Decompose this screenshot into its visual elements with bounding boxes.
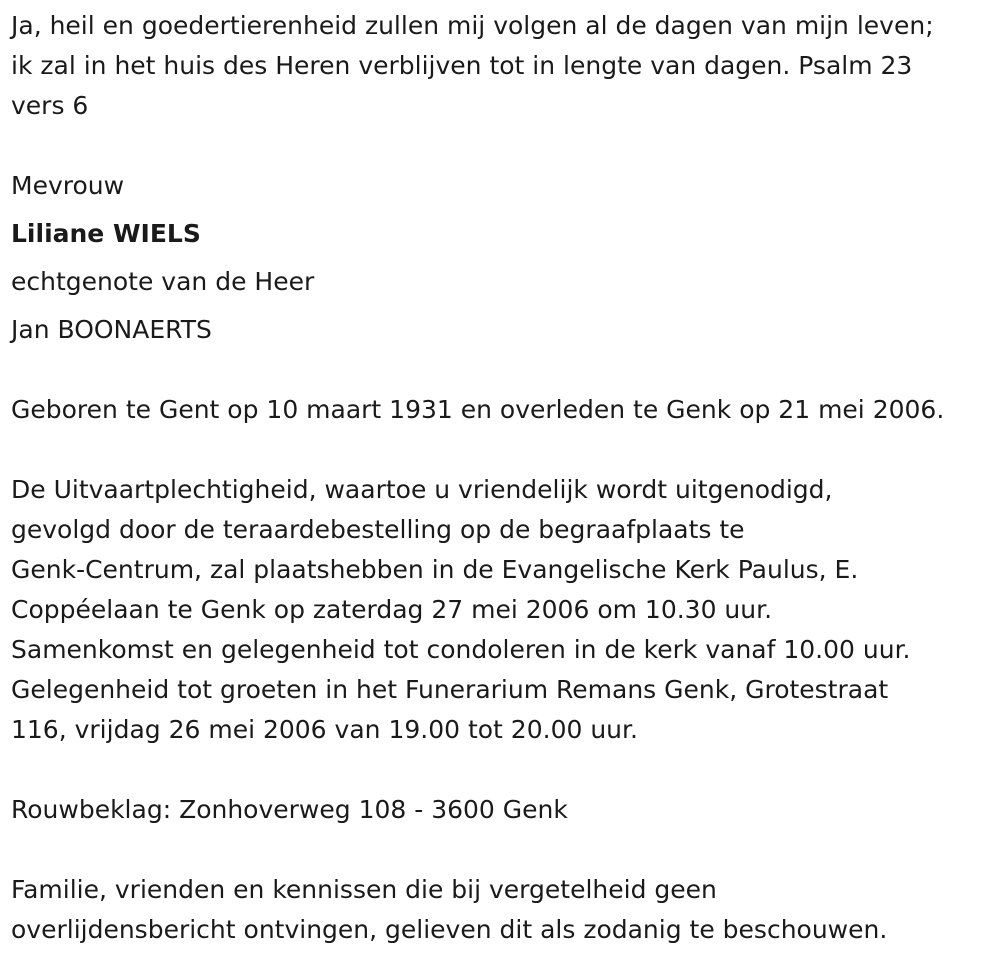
- verse-line-3: vers 6: [11, 91, 89, 120]
- salutation: Mevrouw: [11, 171, 125, 200]
- deceased-name: Liliane WIELS: [11, 219, 201, 248]
- funeral-line-4: Coppéelaan te Genk op zaterdag 27 mei 2006 om 10.30 uur.: [11, 595, 773, 624]
- funeral-line-7: 116, vrijdag 26 mei 2006 van 19.00 tot 20.00 uur.: [11, 715, 638, 744]
- funeral-line-5: Samenkomst en gelegenheid tot condoleren in de kerk vanaf 10.00 uur.: [11, 635, 911, 664]
- funeral-line-1: De Uitvaartplechtigheid, waartoe u vriendelijk wordt uitgenodigd,: [11, 475, 833, 504]
- verse-line-1: Ja, heil en goedertierenheid zullen mij volgen al de dagen van mijn leven;: [11, 11, 934, 40]
- closing-line-2: overlijdensbericht ontvingen, gelieven dit als zodanig te beschouwen.: [11, 915, 888, 944]
- spouse-name: Jan BOONAERTS: [11, 315, 212, 344]
- funeral-line-6: Gelegenheid tot groeten in het Funerarium Remans Genk, Grotestraat: [11, 675, 889, 704]
- birth-death-text: Geboren te Gent op 10 maart 1931 en overleden te Genk op 21 mei 2006.: [11, 395, 945, 424]
- closing-line-1: Familie, vrienden en kennissen die bij vergetelheid geen: [11, 875, 717, 904]
- funeral-line-2: gevolgd door de teraardebestelling op de begraafplaats te: [11, 515, 745, 544]
- funeral-line-3: Genk-Centrum, zal plaatshebben in de Evangelische Kerk Paulus, E.: [11, 555, 859, 584]
- relation-text: echtgenote van de Heer: [11, 267, 315, 296]
- verse-line-2: ik zal in het huis des Heren verblijven tot in lengte van dagen. Psalm 23: [11, 51, 913, 80]
- condolence-address: Rouwbeklag: Zonhoverweg 108 - 3600 Genk: [11, 795, 568, 824]
